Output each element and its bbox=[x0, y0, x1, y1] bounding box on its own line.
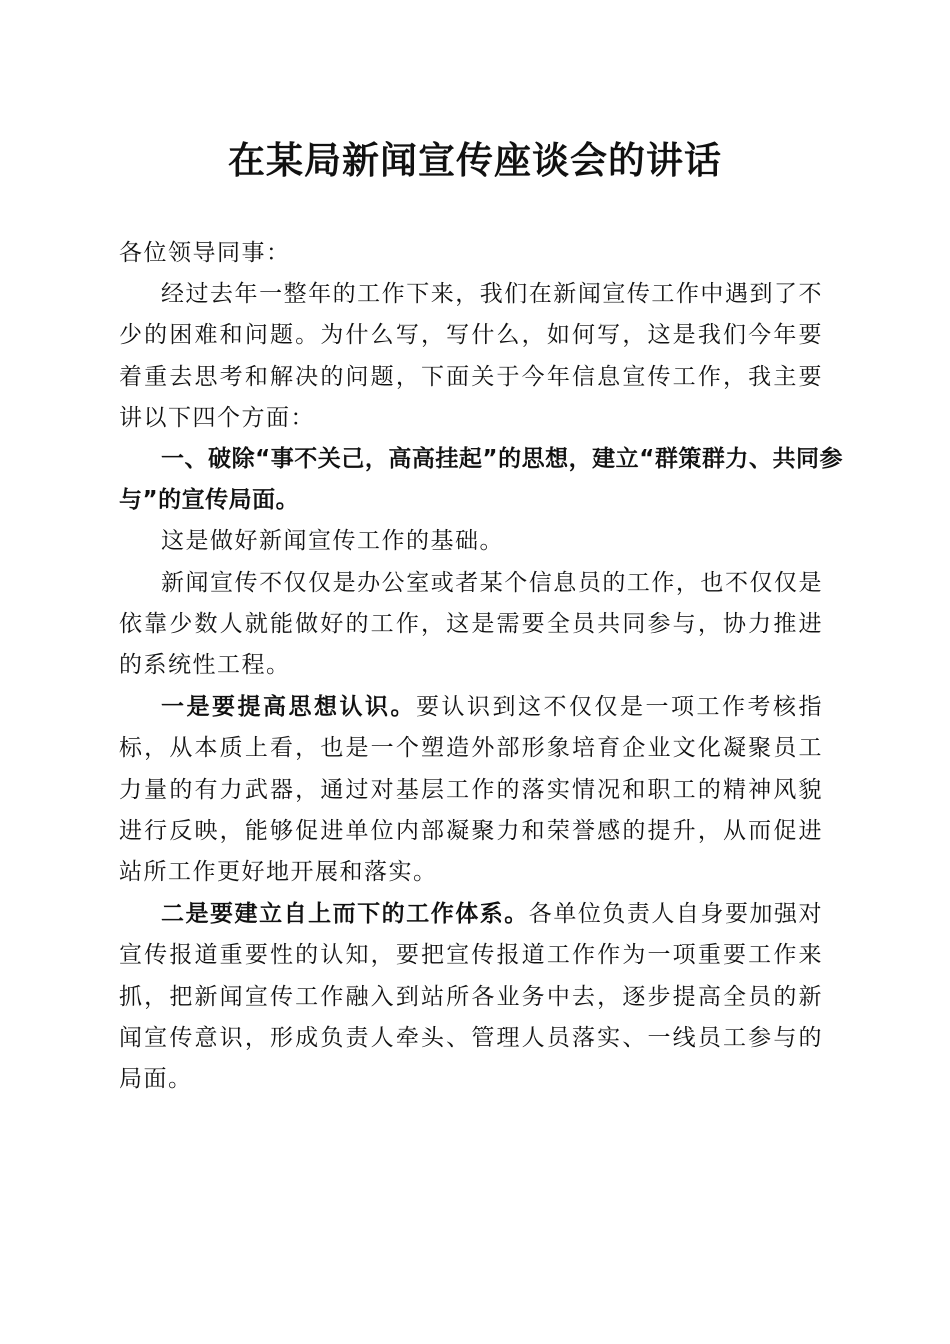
point2-lead: 二是要建立自上而下的工作体系。 bbox=[161, 900, 529, 928]
document-title: 在某局新闻宣传座谈会的讲话 bbox=[228, 138, 722, 182]
section1-paragraph: 新闻宣传不仅仅是办公室或者某个信息员的工作，也不仅仅是依靠少数人就能做好的工作，这是需要全员共同参与，协力推进的系统性工程。 bbox=[119, 569, 823, 679]
section1-summary: 这是做好新闻宣传工作的基础。 bbox=[161, 528, 504, 555]
intro-paragraph: 经过去年一整年的工作下来，我们在新闻宣传工作中遇到了不少的困难和问题。为什么写，写什么，如何写，这是我们今年要着重去思考和解决的问题，下面关于今年信息宣传工作，我主要讲以下四个方面： bbox=[119, 281, 823, 431]
section-heading-1: 一、破除“事不关己，高高挂起”的思想，建立“群策群力、共同参与”的宣传局面。 bbox=[119, 446, 843, 514]
point1-lead: 一是要提高思想认识。 bbox=[161, 693, 416, 721]
document-body bbox=[119, 233, 843, 1100]
point1-paragraph bbox=[119, 686, 823, 893]
salutation: 各位领导同事： bbox=[119, 240, 291, 266]
point2-text: 各单位负责人自身要加强对宣传报道重要性的认知，要把宣传报道工作作为一项重要工作来抓，把新闻宣传工作融入到站所各业务中去，逐步提高全员的新闻宣传意识，形成负责人牵头、管理人员落实、一线员工参与的局面。 bbox=[119, 901, 824, 1093]
point2-paragraph bbox=[119, 893, 823, 1100]
point1-text: 要认识到这不仅仅是一项工作考核指标，从本质上看，也是一个塑造外部形象培育企业文化凝聚员工力量的有力武器，通过对基层工作的落实情况和职工的精神风貌进行反映，能够促进单位内部凝聚力和荣誉感的提升，从而促进站所工作更好地开展和落实。 bbox=[119, 694, 823, 886]
